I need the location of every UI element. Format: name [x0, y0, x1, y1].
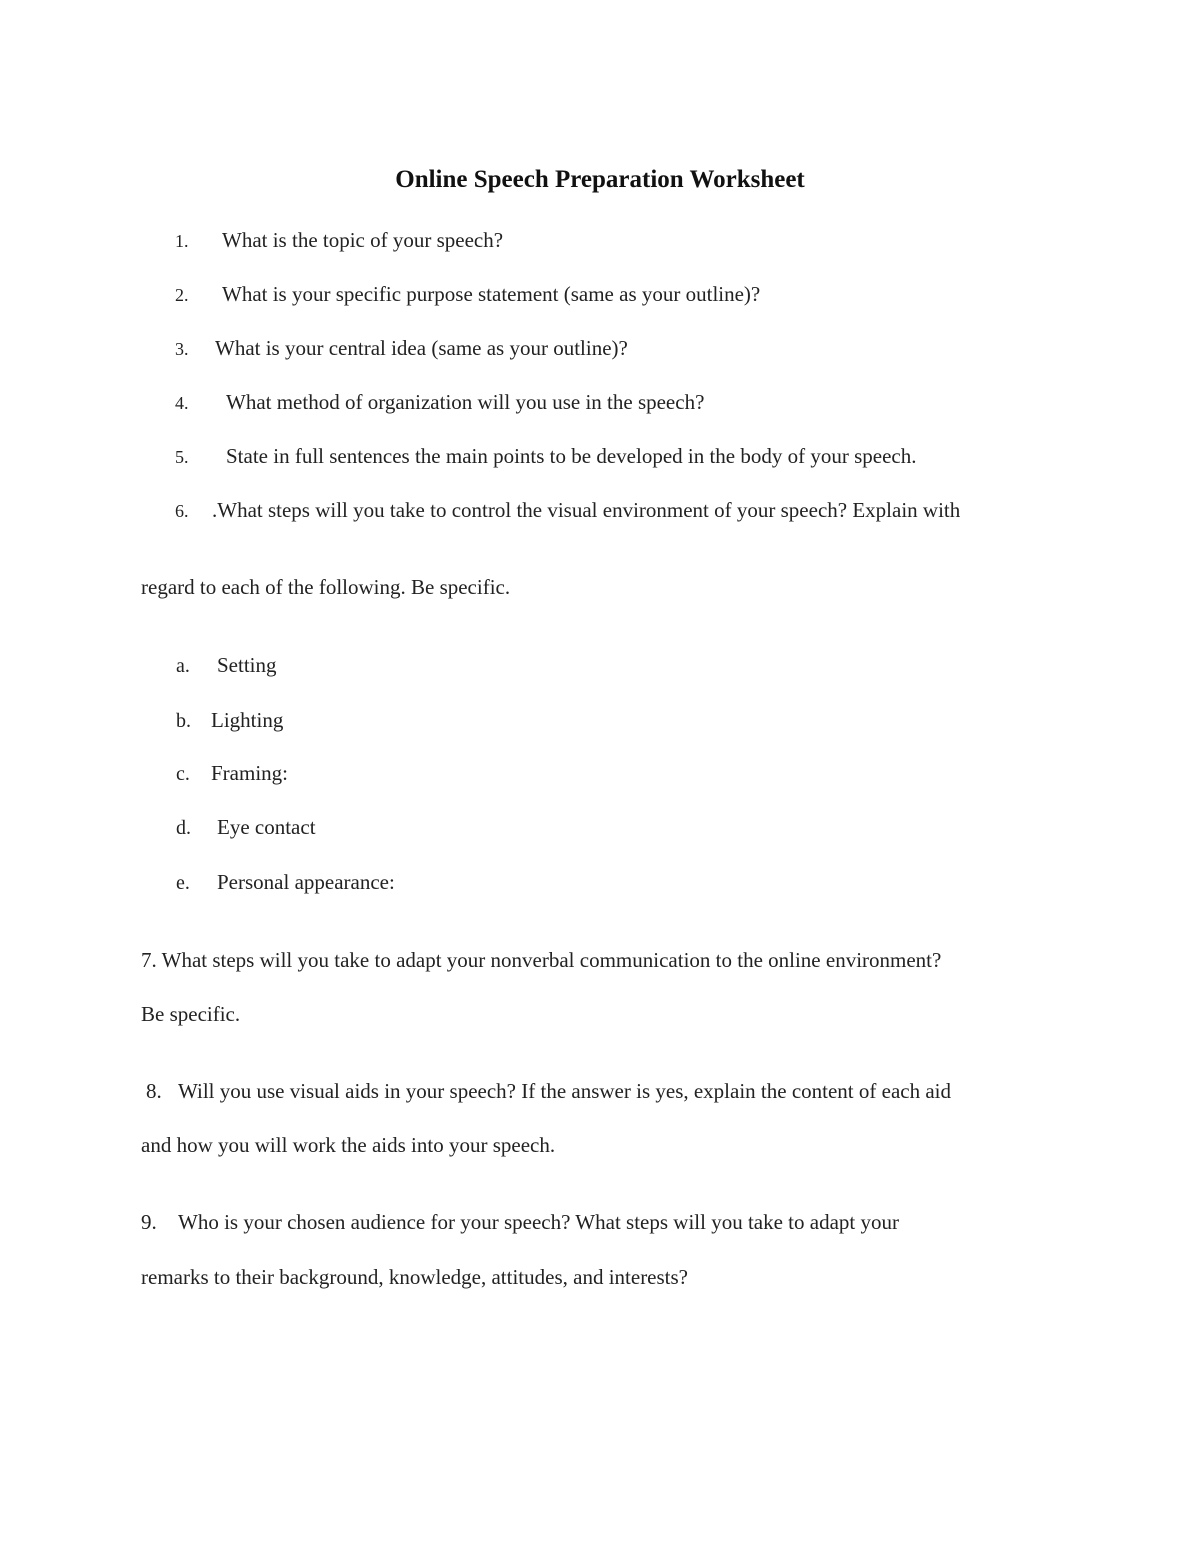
subitem-text: Eye contact: [217, 815, 316, 839]
subitem-text: Lighting: [211, 708, 284, 732]
question-text: What is your specific purpose statement (same as your outline)?: [222, 282, 761, 306]
question-number: 5.: [175, 447, 189, 467]
subitem-letter: b.: [176, 710, 191, 732]
question-9-line-2: remarks to their background, knowledge, attitudes, and interests?: [141, 1265, 689, 1289]
question-text: What is the topic of your speech?: [222, 228, 504, 252]
question-number: 3.: [175, 339, 189, 359]
subitem-letter: e.: [176, 872, 190, 894]
question-8-line-2: and how you will work the aids into your speech.: [141, 1133, 556, 1157]
question-9-line-1: Who is your chosen audience for your speech? What steps will you take to adapt your: [178, 1210, 899, 1234]
question-number: 4.: [175, 393, 189, 413]
question-number: 2.: [175, 285, 189, 305]
subitem-letter: a.: [176, 655, 190, 677]
question-number: 8.: [146, 1079, 162, 1103]
question-number: 1.: [175, 231, 189, 251]
subitem-text: Setting: [217, 653, 277, 677]
question-number: 6.: [175, 501, 189, 521]
question-text: What is your central idea (same as your outline)?: [215, 336, 628, 360]
question-number: 9.: [141, 1210, 157, 1234]
question-7-line-1: 7. What steps will you take to adapt your nonverbal communication to the online environment?: [141, 948, 942, 972]
question-text: What method of organization will you use in the speech?: [226, 390, 705, 414]
subitem-text: Personal appearance:: [217, 870, 395, 894]
question-text: .What steps will you take to control the visual environment of your speech? Explain with: [212, 498, 961, 522]
question-text: State in full sentences the main points to be developed in the body of your speech.: [226, 444, 917, 468]
question-continuation: regard to each of the following. Be specific.: [141, 575, 511, 599]
question-7-line-2: Be specific.: [141, 1002, 241, 1026]
subitem-letter: d.: [176, 817, 191, 839]
subitem-text: Framing:: [211, 761, 288, 785]
question-8-line-1: Will you use visual aids in your speech? If the answer is yes, explain the content of each aid: [178, 1079, 952, 1103]
page-title: Online Speech Preparation Worksheet: [395, 166, 805, 193]
subitem-letter: c.: [176, 763, 190, 785]
